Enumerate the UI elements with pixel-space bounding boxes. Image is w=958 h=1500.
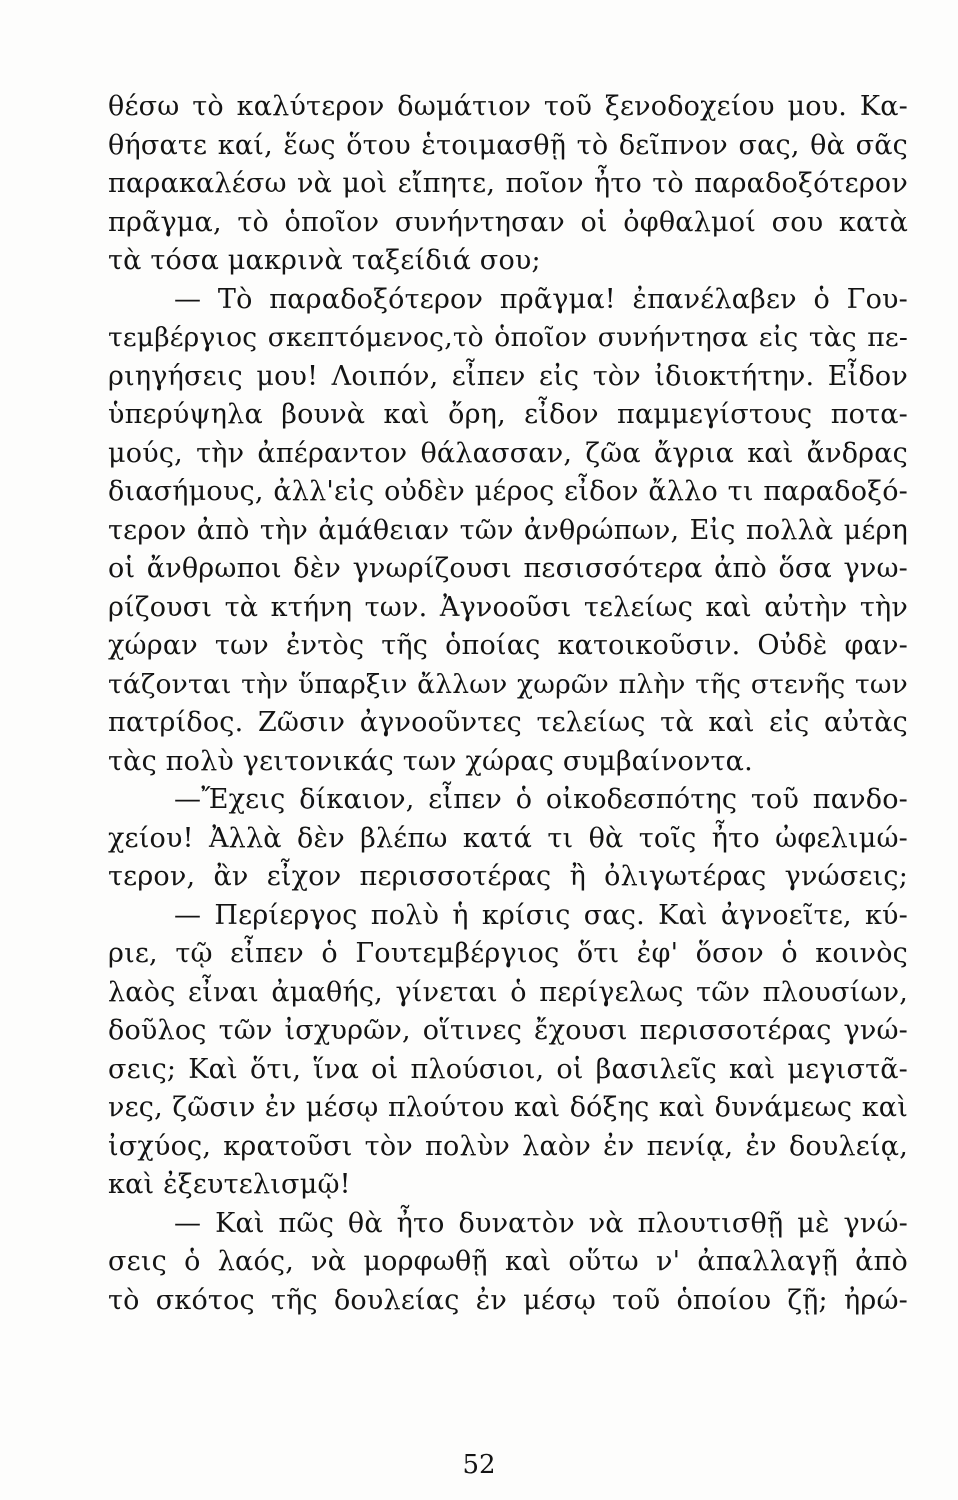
text-line: ἰσχύος, κρατοῦσι τὸν πολὺν λαὸν ἐν πενίᾳ, ἐν δουλείᾳ,: [108, 1130, 908, 1162]
text-line: —Ἔχεις δίκαιον, εἶπεν ὁ οἰκοδεσπότης τοῦ πανδο-: [174, 784, 908, 815]
text-line: ριηγήσεις μου! Λοιπόν, εἶπεν εἰς τὸν ἰδιοκτήτην. Εἶδον: [108, 360, 908, 392]
text-line: τερον ἀπὸ τὴν ἀμάθειαν τῶν ἀνθρώπων, Εἰς πολλὰ μέρη: [108, 514, 908, 546]
text-line: σεις ὁ λαός, νὰ μορφωθῇ καὶ οὕτω ν' ἀπαλλαγῇ ἀπὸ: [108, 1246, 908, 1277]
text-line: ρίζουσι τὰ κτήνη των. Ἀγνοοῦσι τελείως καὶ αὐτὴν τὴν: [108, 591, 908, 623]
text-line: — Καὶ πῶς θὰ ἦτο δυνατὸν νὰ πλουτισθῇ μὲ γνώ-: [174, 1207, 908, 1239]
text-line: διασήμους, ἀλλ'εἰς οὐδὲν μέρος εἶδον ἄλλο τι παραδοξό-: [108, 476, 908, 507]
text-line: τὰ τόσα μακρινὰ ταξείδιά σου;: [108, 245, 541, 276]
text-line: — Τὸ παραδοξότερον πρᾶγμα! ἐπανέλαβεν ὁ Γου-: [174, 283, 908, 315]
text-line: ὑπερύψηλα βουνὰ καὶ ὄρη, εἶδον παμμεγίστους ποτα-: [108, 399, 908, 430]
text-line: τερον, ἂν εἶχον περισσοτέρας ἢ ὀλιγωτέρας γνώσεις;: [108, 861, 908, 892]
body-text: [108, 88, 908, 1320]
text-line: πατρίδος. Ζῶσιν ἀγνοοῦντες τελείως τὰ καὶ εἰς αὐτὰς: [108, 707, 908, 738]
page-number: 52: [462, 1450, 496, 1480]
text-line: νες, ζῶσιν ἐν μέσῳ πλούτου καὶ δόξης καὶ δυνάμεως καὶ: [108, 1092, 908, 1123]
text-line: θήσατε καί, ἕως ὅτου ἑτοιμασθῇ τὸ δεῖπνον σας, θὰ σᾶς: [108, 129, 908, 161]
text-line: καὶ ἐξευτελισμῷ!: [108, 1169, 351, 1200]
text-line: σεις; Καὶ ὅτι, ἵνα οἱ πλούσιοι, οἱ βασιλεῖς καὶ μεγιστᾶ-: [108, 1053, 908, 1085]
text-line: οἱ ἄνθρωποι δὲν γνωρίζουσι πεσισσότερα ἀπὸ ὅσα γνω-: [108, 553, 908, 584]
text-line: θέσω τὸ καλύτερον δωμάτιον τοῦ ξενοδοχείου μου. Κα-: [108, 91, 908, 122]
text-line: χώραν των ἐντὸς τῆς ὁποίας κατοικοῦσιν. Οὐδὲ φαν-: [108, 630, 908, 661]
text-line: λαὸς εἶναι ἀμαθής, γίνεται ὁ περίγελως τῶν πλουσίων,: [108, 976, 908, 1008]
text-line: ριε, τῷ εἶπεν ὁ Γουτεμβέργιος ὅτι ἐφ' ὅσον ὁ κοινὸς: [108, 938, 908, 969]
text-line: τάζονται τὴν ὕπαρξιν ἄλλων χωρῶν πλὴν τῆς στενῆς των: [108, 668, 908, 700]
text-line: χείου! Ἀλλὰ δὲν βλέπω κατά τι θὰ τοῖς ἦτο ὠφελιμώ-: [108, 822, 908, 854]
text-line: — Περίεργος πολὺ ἡ κρίσις σας. Καὶ ἀγνοεῖτε, κύ-: [174, 899, 908, 931]
text-line: τὰς πολὺ γειτονικάς των χώρας συμβαίνοντα.: [108, 745, 753, 777]
text-line: παρακαλέσω νὰ μοὶ εἴπητε, ποῖον ἦτο τὸ παραδοξότερον: [108, 168, 908, 199]
text-line: τεμβέργιος σκεπτόμενος,τὸ ὁποῖον συνήντησα εἰς τὰς πε-: [108, 322, 908, 353]
text-line: δοῦλος τῶν ἰσχυρῶν, οἵτινες ἔχουσι περισσοτέρας γνώ-: [108, 1015, 908, 1046]
text-line: τὸ σκότος τῆς δουλείας ἐν μέσῳ τοῦ ὁποίου ζῇ; ἠρώ-: [108, 1284, 908, 1316]
text-line: μούς, τὴν ἀπέραντον θάλασσαν, ζῶα ἄγρια καὶ ἄνδρας: [108, 437, 908, 469]
text-line: πρᾶγμα, τὸ ὁποῖον συνήντησαν οἱ ὀφθαλμοί σου κατὰ: [108, 206, 908, 238]
